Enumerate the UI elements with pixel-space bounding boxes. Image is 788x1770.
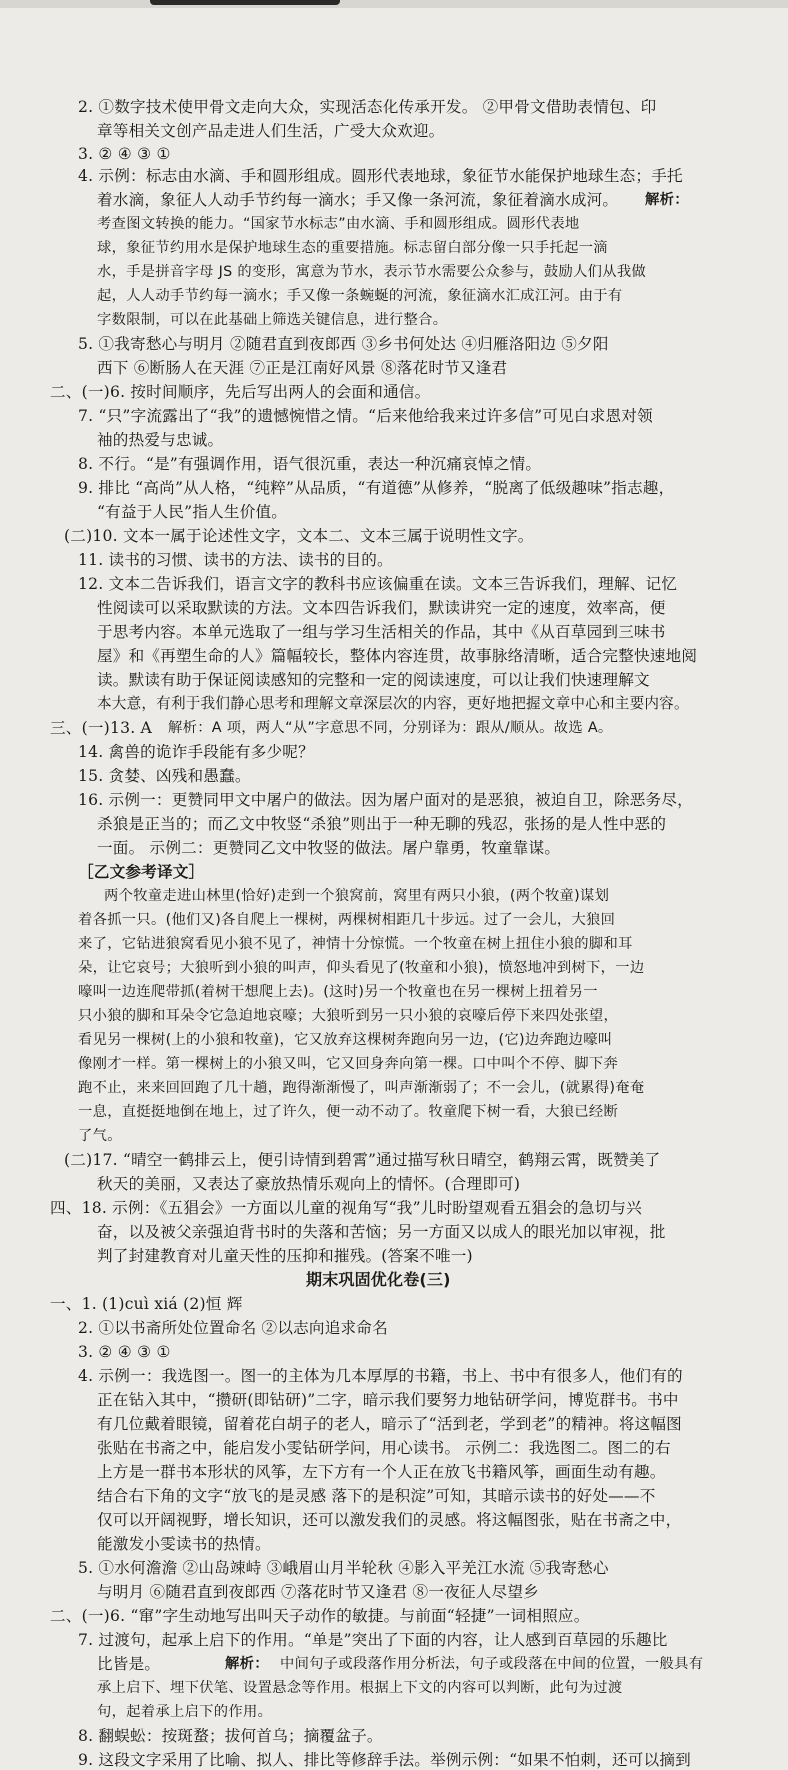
answer-line: 9. 这段文字采用了比喻、拟人、排比等修辞手法。举例示例：“如果不怕刺，还可以摘到: [78, 1751, 691, 1769]
answer-line: 杀狼是正当的；而乙文中牧竖“杀狼”则出于一种无聊的残忍，张扬的是人性中恶的: [97, 815, 667, 833]
section-line: 三、(一)13. A: [50, 719, 152, 737]
answer-line: 8. 翻蜈蚣：按斑蝥；拔何首乌；摘覆盆子。: [78, 1727, 383, 1745]
analysis-line: 句，起着承上启下的作用。: [97, 1704, 273, 1720]
answer-line: 2. ①数字技术使甲骨文走向大众，实现活态化传承开发。 ②甲骨文借助表情包、印: [78, 98, 657, 116]
answer-line: 秋天的美丽，又表达了豪放热情乐观向上的情怀。(合理即可): [97, 1175, 521, 1193]
analysis-line: 字数限制，可以在此基础上筛选关键信息，进行整合。: [97, 312, 448, 328]
answer-line: 15. 贪婪、凶残和愚蠢。: [78, 767, 251, 785]
translation-line: 跑不止，来来回回跑了几十趟，跑得渐渐慢了，叫声渐渐弱了；不一会儿，(就累得)奄奄: [78, 1080, 645, 1096]
answer-line: 14. 禽兽的诡诈手段能有多少呢？: [78, 743, 314, 761]
answer-line: 5. ①我寄愁心与明月 ②随君直到夜郎西 ③乡书何处达 ④归雁洛阳边 ⑤夕阳: [78, 335, 609, 353]
answer-line: 结合右下角的文字“放飞的是灵感 落下的是积淀”可知，其暗示读书的好处——不: [97, 1487, 656, 1505]
answer-line: 着水滴，象征人人动手节约每一滴水；手又像一条河流，象征着滴水成河。: [97, 191, 619, 209]
answer-line: 7. 过渡句，起承上启下的作用。“单是”突出了下面的内容，让人感到百草园的乐趣比: [78, 1631, 668, 1649]
analysis-line: 水，手是拼音字母 JS 的变形，寓意为节水，表示节水需要公众参与，鼓励人们从我做: [97, 264, 647, 280]
translation-line: 一息，直挺挺地倒在地上，过了许久，便一动不动了。牧童爬下树一看，大狼已经断: [78, 1104, 619, 1120]
answer-line: 读。默读有助于保证阅读感知的完整和一定的阅读速度，可以让我们快速理解文: [97, 671, 650, 689]
analysis-label: 解析：: [225, 1656, 269, 1672]
paper-section-title: 期末巩固优化卷(三): [306, 1270, 451, 1289]
translation-line: 像刚才一样。第一棵树上的小狼又叫，它又回身奔向第一棵。口中叫个不停、脚下奔: [78, 1056, 619, 1072]
answer-line: 11. 读书的习惯、读书的方法、读书的目的。: [78, 551, 393, 569]
answer-line: 7. “只”字流露出了“我”的遗憾惋惜之情。“后来他给我来过许多信”可见白求恩对领: [78, 407, 653, 425]
translation-line: 朵，让它哀号；大狼听到小狼的叫声，仰头看见了(牧童和小狼)，愤怒地冲到树下，一边: [78, 960, 645, 976]
translation-line: 只小狼的脚和耳朵令它急迫地哀嚎；大狼听到另一只小狼的哀嚎后停下来四处张望，: [78, 1008, 619, 1024]
answer-line: 与明月 ⑥随君直到夜郎西 ⑦落花时节又逢君 ⑧一夜征人尽望乡: [97, 1583, 539, 1601]
translation-line: 来了，它钻进狼窝看见小狼不见了，神情十分惊慌。一个牧童在树上扭住小狼的脚和耳: [78, 936, 633, 952]
analysis-line: 起，人人动手节约每一滴水；手又像一条蜿蜒的河流，象征滴水汇成江河。由于有: [97, 288, 623, 304]
answer-line: 3. ② ④ ③ ①: [78, 1343, 171, 1361]
answer-line: 本大意，有利于我们静心思考和理解文章深层次的内容，更好地把握文章中心和主要内容。: [97, 695, 689, 712]
answer-line: 西下 ⑥断肠人在天涯 ⑦正是江南好风景 ⑧落花时节又逢君: [97, 359, 508, 377]
translation-line: 着各抓一只。(他们又)各自爬上一棵树，两棵树相距几十步远。过了一会儿，大狼回: [78, 912, 616, 928]
answer-line: 比皆是。: [97, 1655, 161, 1673]
section-line: 二、(一)6. “窜”字生动地写出叫天子动作的敏捷。与前面“轻捷”一词相照应。: [50, 1607, 590, 1625]
answer-line: 4. 示例：标志由水滴、手和圆形组成。圆形代表地球，象征节水能保护地球生态；手托: [78, 167, 683, 185]
answer-line: 一面。 示例二：更赞同乙文中牧竖的做法。屠户靠勇，牧童靠谋。: [97, 839, 561, 857]
answer-line: 袖的热爱与忠诚。: [97, 431, 224, 449]
answer-line: 张贴在书斋之中，能启发小雯钻研学问，用心读书。 示例二：我选图二。图二的右: [97, 1439, 671, 1457]
answer-line: 2. ①以书斋所处位置命名 ②以志向追求命名: [78, 1319, 388, 1337]
answer-line: 正在钻入其中，“攒研(即钻研)”二字，暗示我们要努力地钻研学问，博览群书。书中: [97, 1391, 679, 1409]
answer-line: (二)17. “晴空一鹤排云上，便引诗情到碧霄”通过描写秋日晴空，鹤翔云霄，既赞美了: [64, 1151, 661, 1169]
translation-heading: ［乙文参考译文］: [78, 862, 205, 881]
translation-line: 看见另一棵树(上的小狼和牧童)，它又放弃这棵树奔跑向另一边，(它)边奔跑边嚎叫: [78, 1032, 613, 1048]
answer-line: 判了封建教育对儿童天性的压抑和摧残。(答案不唯一): [97, 1247, 473, 1265]
answer-line: 于思考内容。本单元选取了一组与学习生活相关的作品，其中《从百草园到三味书: [97, 623, 666, 641]
answer-line: 仅可以开阔视野，增长知识，还可以激发我们的灵感。将这幅图张，贴在书斋之中，: [97, 1511, 682, 1529]
answer-line: 4. 示例一：我选图一。图一的主体为几本厚厚的书籍，书上、书中有很多人，他们有的: [78, 1367, 683, 1385]
analysis-line: 解析：A 项，两人“从”字意思不同，分别译为：跟从/顺从。故选 A。: [168, 720, 613, 736]
section-line: 二、(一)6. 按时间顺序，先后写出两人的会面和通信。: [50, 383, 431, 401]
translation-line: 两个牧童走进山林里(恰好)走到一个狼窝前，窝里有两只小狼，(两个牧童)谋划: [104, 888, 610, 904]
answer-line: 8. 不行。“是”有强调作用，语气很沉重，表达一种沉痛哀悼之情。: [78, 455, 542, 473]
answer-line: 奋，以及被父亲强迫背书时的失落和苦恼；另一方面又以成人的眼光加以审视，批: [97, 1223, 666, 1241]
analysis-line: 承上启下、埋下伏笔、设置悬念等作用。根据上下文的内容可以判断，此句为过渡: [97, 1680, 623, 1696]
answer-line: 能激发小雯读书的热情。: [97, 1535, 271, 1553]
analysis-line: 球，象征节约用水是保护地球生态的重要措施。标志留白部分像一只手托起一滴: [97, 240, 608, 256]
answer-line: 屋》和《再塑生命的人》篇幅较长，整体内容连贯，故事脉络清晰，适合完整快速地阅: [97, 647, 698, 665]
answer-line: 章等相关文创产品走进人们生活，广受大众欢迎。: [97, 122, 445, 140]
answer-line: 有几位戴着眼镜，留着花白胡子的老人，暗示了“活到老，学到老”的精神。将这幅图: [97, 1415, 682, 1433]
analysis-line: 中间句子或段落作用分析法，句子或段落在中间的位置，一般具有: [280, 1656, 704, 1672]
answer-line: 3. ② ④ ③ ①: [78, 145, 171, 163]
answer-line: 9. 排比 “高尚”从人格，“纯粹”从品质，“有道德”从修养，“脱离了低级趣味”指志趣，: [78, 479, 675, 497]
answer-line: 16. 示例一：更赞同甲文中屠户的做法。因为屠户面对的是恶狼，被迫自卫，除恶务尽，: [78, 791, 693, 809]
translation-line: 了气。: [78, 1128, 122, 1144]
translation-line: 嚎叫一边连爬带抓(着树干想爬上去)。(这时)另一个牧童也在另一棵树上扭着另一: [78, 984, 598, 1000]
answer-line: 性阅读可以采取默读的方法。文本四告诉我们，默读讲究一定的速度，效率高，便: [97, 599, 666, 617]
answer-line: 5. ①水何澹澹 ②山岛竦峙 ③峨眉山月半轮秋 ④影入平羌江水流 ⑤我寄愁心: [78, 1559, 609, 1577]
answer-line: (二)10. 文本一属于论述性文字，文本二、文本三属于说明性文字。: [64, 527, 534, 545]
section-line: 四、18. 示例：《五猖会》一方面以儿童的视角写“我”儿时盼望观看五猖会的急切与兴: [50, 1199, 642, 1217]
answer-line: 12. 文本二告诉我们，语言文字的教科书应该偏重在读。文本三告诉我们，理解、记忆: [78, 575, 678, 593]
answer-line: “有益于人民”指人生价值。: [97, 503, 288, 521]
answer-line: 上方是一群书本形状的风筝，左下方有一个人正在放飞书籍风筝，画面生动有趣。: [97, 1463, 666, 1481]
section-line: 一、1. (1)cuì xiá (2)恒 辉: [50, 1295, 243, 1313]
analysis-line: 考查图文转换的能力。“国家节水标志”由水滴、手和圆形组成。圆形代表地: [97, 216, 580, 232]
analysis-label: 解析：: [645, 192, 689, 208]
